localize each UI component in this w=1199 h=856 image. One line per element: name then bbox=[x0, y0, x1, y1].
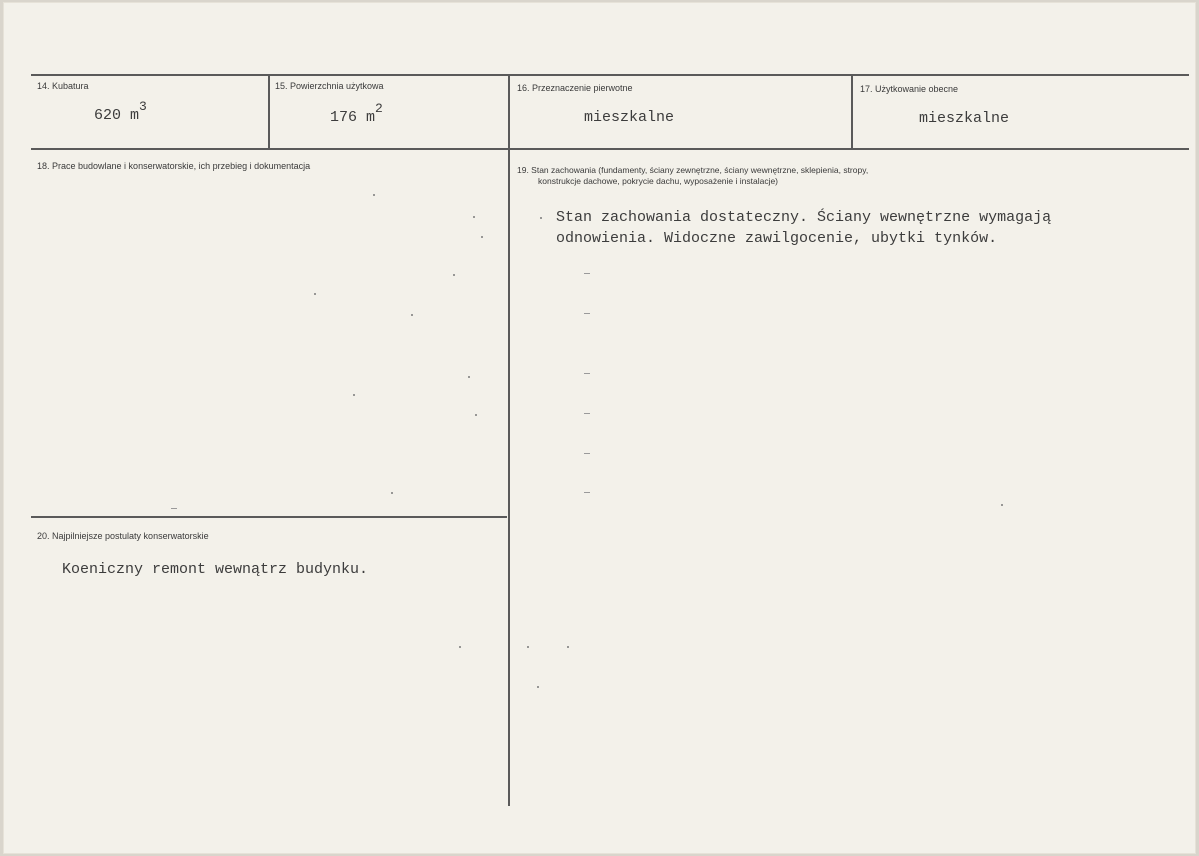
guide-mark bbox=[584, 273, 590, 274]
paper-speck bbox=[373, 194, 375, 196]
field-14-number: 620 bbox=[94, 107, 122, 124]
paper-speck bbox=[391, 492, 393, 494]
paper-speck bbox=[540, 217, 542, 219]
guide-mark bbox=[584, 492, 590, 493]
field-16-label: 16. Przeznaczenie pierwotne bbox=[517, 83, 633, 93]
paper-speck bbox=[527, 646, 529, 648]
field-18-label: 18. Prace budowlane i konserwatorskie, ich przebieg i dokumentacja bbox=[37, 161, 311, 171]
col-rule-1 bbox=[268, 74, 270, 150]
field-15-unit: m bbox=[366, 109, 376, 126]
inventory-card bbox=[3, 2, 1196, 854]
paper-speck bbox=[475, 414, 477, 416]
paper-speck bbox=[453, 274, 455, 276]
paper-speck bbox=[567, 646, 569, 648]
guide-mark bbox=[584, 413, 590, 414]
field-15-label: 15. Powierzchnia użytkowa bbox=[275, 81, 384, 91]
field-19-text-line1: Stan zachowania dostateczny. Ściany wewnętrzne wymagają bbox=[556, 209, 1052, 226]
paper-speck bbox=[468, 376, 470, 378]
field-14-unit: m bbox=[130, 107, 140, 124]
col-rule-2 bbox=[508, 74, 510, 806]
col-rule-3 bbox=[851, 74, 853, 150]
guide-mark bbox=[584, 313, 590, 314]
field-15-value bbox=[330, 101, 383, 128]
top-rule bbox=[31, 74, 1189, 76]
field-17-value: mieszkalne bbox=[919, 110, 1010, 127]
field-19-label-line2: konstrukcje dachowe, pokrycie dachu, wyposażenie i instalacje) bbox=[538, 176, 779, 186]
guide-mark bbox=[584, 453, 590, 454]
field-19-label-line1: 19. Stan zachowania (fundamenty, ściany zewnętrzne, ściany wewnętrzne, sklepienia, stropy, bbox=[517, 165, 869, 175]
field-15-number: 176 bbox=[330, 109, 358, 126]
field-14-label: 14. Kubatura bbox=[37, 81, 89, 91]
paper-speck bbox=[353, 394, 355, 396]
guide-mark bbox=[171, 508, 177, 509]
row-rule-1 bbox=[31, 148, 1189, 150]
row-rule-2 bbox=[31, 516, 507, 518]
paper-speck bbox=[481, 236, 483, 238]
field-16-value: mieszkalne bbox=[584, 109, 675, 126]
field-20-text: Koeniczny remont wewnątrz budynku. bbox=[62, 561, 369, 578]
field-14-exponent: 3 bbox=[139, 99, 147, 114]
field-15-exponent: 2 bbox=[375, 101, 383, 116]
field-14-value bbox=[94, 99, 147, 126]
paper-speck bbox=[1001, 504, 1003, 506]
paper-speck bbox=[314, 293, 316, 295]
paper-speck bbox=[537, 686, 539, 688]
field-20-label: 20. Najpilniejsze postulaty konserwatorskie bbox=[37, 531, 209, 541]
paper-speck bbox=[411, 314, 413, 316]
paper-speck bbox=[459, 646, 461, 648]
field-17-label: 17. Użytkowanie obecne bbox=[860, 84, 959, 94]
field-19-text-line2: odnowienia. Widoczne zawilgocenie, ubytki tynków. bbox=[556, 230, 998, 247]
guide-mark bbox=[584, 373, 590, 374]
paper-speck bbox=[473, 216, 475, 218]
